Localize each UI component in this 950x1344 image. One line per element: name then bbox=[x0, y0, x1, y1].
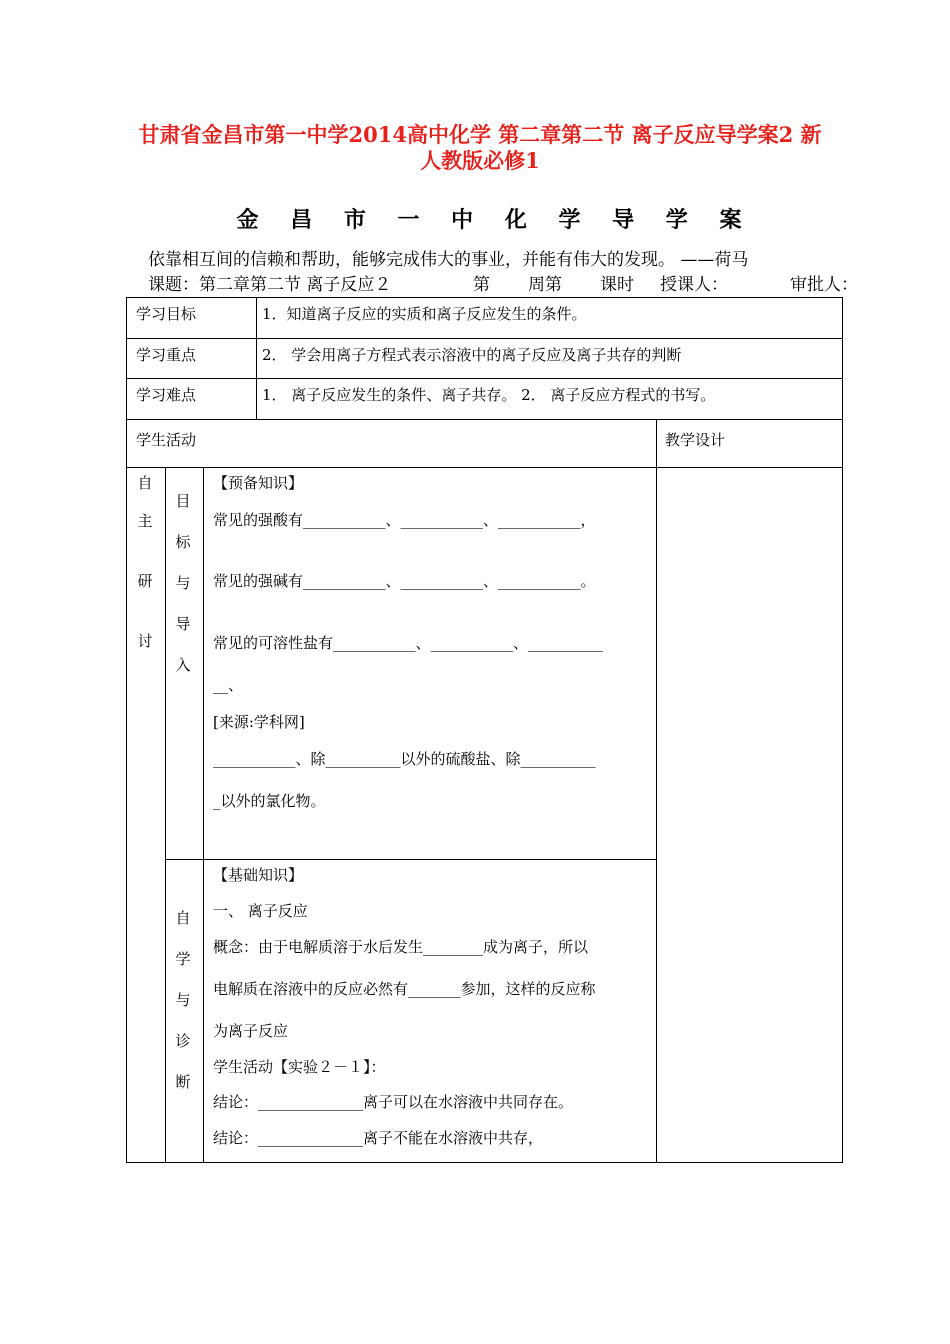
side-char: 讨 bbox=[137, 632, 153, 650]
difficulty-content: 1． 离子反应发生的条件、离子共存。 2． 离子反应方程式的书写。 bbox=[262, 386, 716, 404]
side-char: 自 bbox=[175, 909, 191, 927]
goal-content: 1．知道离子反应的实质和离子反应发生的条件。 bbox=[262, 305, 587, 323]
lesson-topic: 课题：第二章第二节 离子反应２ bbox=[148, 275, 392, 295]
row-divider bbox=[126, 467, 843, 468]
side-char: 诊 bbox=[175, 1032, 191, 1050]
concept-line-2: 电解质在溶液中的反应必然有_______参加，这样的反应称 bbox=[213, 980, 596, 998]
preparation-heading: 【预备知识】 bbox=[213, 474, 304, 492]
side-label-part2 bbox=[173, 907, 193, 1101]
soluble-salts-line: 常见的可溶性盐有___________、___________、__________ bbox=[213, 634, 604, 652]
week-suffix: 周第 bbox=[528, 275, 562, 295]
col-divider bbox=[165, 467, 166, 1163]
sulfate-line: ___________、除__________以外的硫酸盐、除__________ bbox=[213, 750, 596, 768]
row-divider bbox=[165, 859, 657, 860]
col-divider bbox=[203, 467, 204, 1163]
focus-label: 学习重点 bbox=[136, 346, 197, 364]
side-label-part1 bbox=[173, 490, 193, 684]
section-ion-reaction: 一、 离子反应 bbox=[213, 902, 308, 920]
motto: 依靠相互间的信赖和帮助，能够完成伟大的事业，并能有伟大的发现。 ——荷马 bbox=[148, 250, 749, 270]
title-line-1: 甘肃省金昌市第一中学2014高中化学 第二章第二节 离子反应导学案2 新 bbox=[138, 122, 822, 147]
lesson-info-row bbox=[148, 270, 858, 295]
period-label: 课时 bbox=[600, 275, 634, 295]
basics-heading: 【基础知识】 bbox=[213, 866, 304, 884]
col-divider bbox=[256, 297, 257, 419]
side-char: 与 bbox=[175, 991, 191, 1009]
teaching-design-header: 教学设计 bbox=[665, 431, 726, 449]
strong-bases-line: 常见的强碱有___________、___________、___________。 bbox=[213, 572, 596, 590]
school-title: 金 昌 市 一 中 化 学 导 学 案 bbox=[236, 208, 754, 233]
col-divider bbox=[656, 419, 657, 1163]
side-char: 与 bbox=[175, 574, 191, 592]
student-activity-header: 学生活动 bbox=[136, 431, 197, 449]
side-char: 自 bbox=[137, 474, 153, 492]
goal-label: 学习目标 bbox=[136, 305, 197, 323]
document-title bbox=[130, 122, 830, 174]
side-char: 标 bbox=[175, 533, 191, 551]
concept-line-3: 为离子反应 bbox=[213, 1022, 289, 1040]
side-label-outer bbox=[135, 472, 155, 660]
row-divider bbox=[126, 378, 843, 379]
side-char: 学 bbox=[175, 950, 191, 968]
side-char: 研 bbox=[137, 572, 153, 590]
teacher-label: 授课人： bbox=[660, 275, 728, 295]
side-char: 主 bbox=[137, 512, 153, 530]
week-label: 第 bbox=[473, 275, 490, 295]
focus-content: 2． 学会用离子方程式表示溶液中的离子反应及离子共存的判断 bbox=[262, 346, 682, 364]
side-char: 入 bbox=[175, 656, 191, 674]
strong-acids-line: 常见的强酸有___________、___________、___________， bbox=[213, 511, 596, 529]
experiment-line: 学生活动【实验２－１】： bbox=[213, 1058, 386, 1076]
soluble-salts-line-cont: __、 bbox=[213, 676, 244, 694]
side-char: 导 bbox=[175, 615, 191, 633]
row-divider bbox=[126, 338, 843, 339]
conclusion-line-2: 结论：______________离子不能在水溶液中共存， bbox=[213, 1129, 544, 1147]
side-char: 目 bbox=[175, 492, 191, 510]
source-note: [来源:学科网] bbox=[213, 713, 305, 731]
concept-line-1: 概念：由于电解质溶于水后发生________成为离子，所以 bbox=[213, 938, 589, 956]
title-line-2: 人教版必修1 bbox=[420, 148, 540, 173]
side-char: 断 bbox=[175, 1073, 191, 1091]
difficulty-label: 学习难点 bbox=[136, 386, 197, 404]
approver-label: 审批人： bbox=[790, 275, 858, 295]
conclusion-line-1: 结论：______________离子可以在水溶液中共同存在。 bbox=[213, 1093, 574, 1111]
chloride-line: _以外的氯化物。 bbox=[213, 792, 326, 810]
row-divider bbox=[126, 419, 843, 420]
